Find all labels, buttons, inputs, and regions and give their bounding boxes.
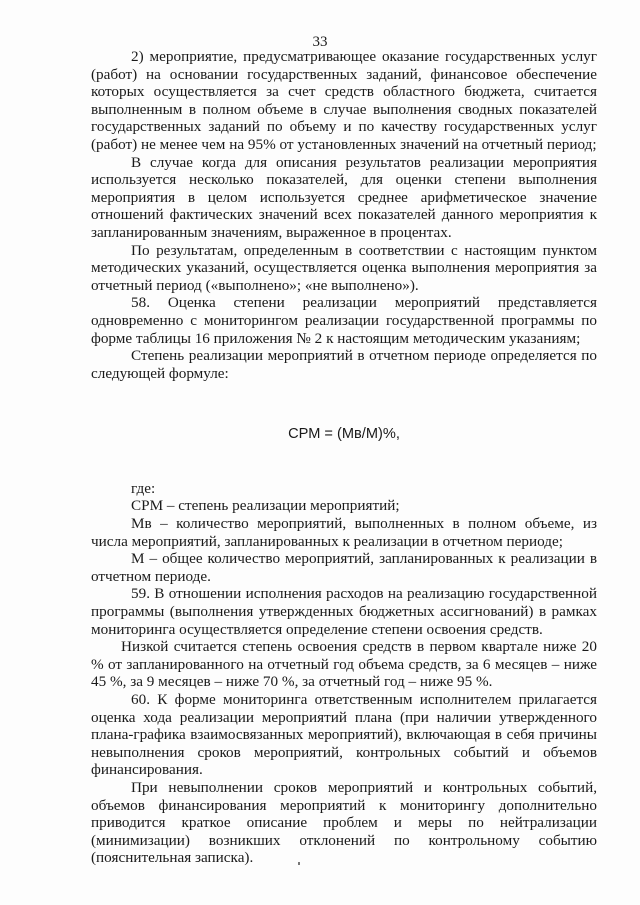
paragraph-evaluation-result: По результатам, определенным в соответствии с настоящим пунктом методических указаний, осуществляется оценка выполнения мероприятия за отчетный период («выполнено»; «не выполнено»). xyxy=(91,241,597,294)
definition-mv: Мв – количество мероприятий, выполненных в полном объеме, из числа мероприятий, запланированных к реализации в отчетном периоде; xyxy=(91,515,597,550)
paragraph-formula-intro: Степень реализации мероприятий в отчетном периоде определяется по следующей формуле: xyxy=(91,347,597,382)
definition-m: М – общее количество мероприятий, запланированных к реализации в отчетном периоде. xyxy=(91,550,597,585)
scan-mark xyxy=(298,862,300,865)
paragraph-explanatory-note: При невыполнении сроков мероприятий и контрольных событий, объемов финансирования мероприятий к мониторингу дополнительно приводится краткое описание проблем и меры по нейтрализации (минимизации) возникших отклонений по контрольному событию (пояснительная записка). xyxy=(91,778,597,867)
paragraph-60: 60. К форме мониторинга ответственным исполнителем прилагается оценка хода реализации мероприятий плана (при наличии утвержденного плана-графика взаимосвязанных мероприятий), включающая в себя причины невыполнения сроков мероприятий, контрольных событий и объемов финансирования. xyxy=(91,691,597,779)
paragraph-multiple-indicators: В случае когда для описания результатов реализации мероприятия используется несколько показателей, для оценки степени выполнения мероприятия в целом используется среднее арифметическое значение отношений фактических значений всех показателей данного мероприятия к запланированным значениям, выраженное в процентах. xyxy=(91,153,597,241)
formula: СРМ = (Мв/М)%, xyxy=(288,426,400,443)
body-text xyxy=(91,48,597,867)
paragraph-low-utilization: Низкой считается степень освоения средств в первом квартале ниже 20 % от запланированного на отчетный год объема средств, за 6 месяцев – ниже 45 %, за 9 месяцев – ниже 70 %, за отчетный год – ниже 95 %. xyxy=(91,638,597,691)
definitions-where: где: xyxy=(131,479,156,497)
paragraph-59: 59. В отношении исполнения расходов на реализацию государственной программы (выполнения утвержденных бюджетных ассигнований) в рамках мониторинга осуществляется определение степени освоения средств. xyxy=(91,585,597,638)
page-number: 33 xyxy=(312,34,328,50)
paragraph-item-2: 2) мероприятие, предусматривающее оказание государственных услуг (работ) на основании государственных заданий, финансовое обеспечение которых осуществляется за счет средств областного бюджета, считается выполненным в полном объеме в случае выполнения сводных показателей государственных заданий по объему и по качеству государственных услуг (работ) не менее чем на 95% от установленных значений на отчетный период; xyxy=(91,48,597,153)
definition-srm: СРМ – степень реализации мероприятий; xyxy=(131,497,400,515)
paragraph-58: 58. Оценка степени реализации мероприятий представляется одновременно с мониторингом реализации государственной программы по форме таблицы 16 приложения № 2 к настоящим методическим указаниям; xyxy=(91,294,597,347)
